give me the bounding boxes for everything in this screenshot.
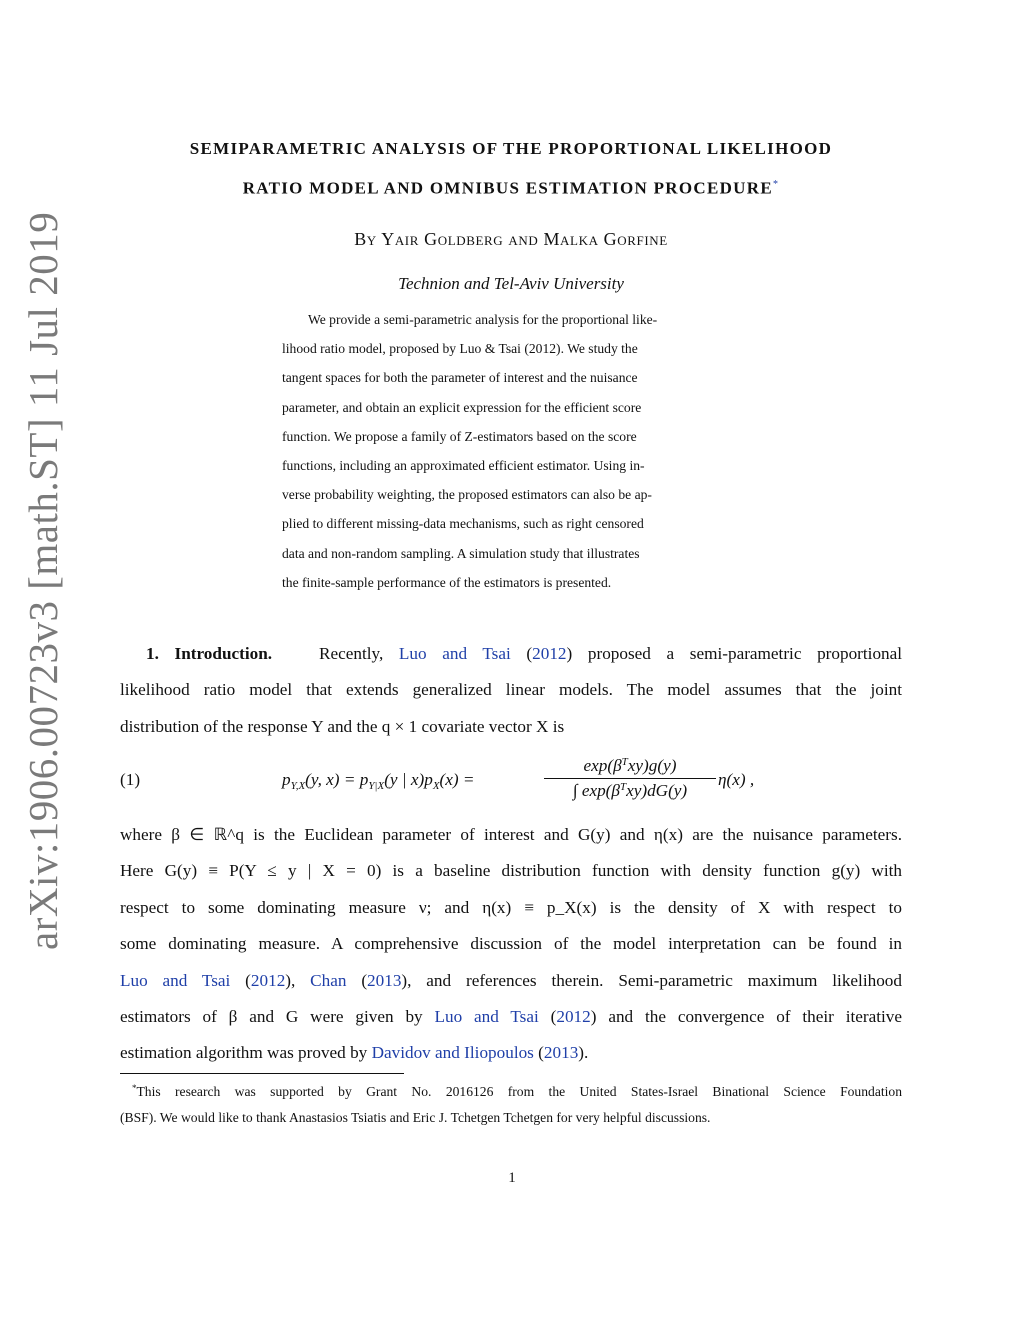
body-text: estimators of β and G were given by	[120, 1006, 423, 1026]
body-text: estimation algorithm was proved by	[120, 1043, 368, 1063]
body-line: Here G(y) ≡ P(Y ≤ y | X = 0) is a baseline distribution function with density function g(y) with	[120, 861, 902, 881]
eq-part: Y|X	[368, 780, 385, 792]
abstract-line: function. We propose a family of Z-estimators based on the score	[282, 428, 637, 444]
author-list: By Yair Goldberg and Malka Gorfine	[354, 229, 668, 249]
eq-part: X	[432, 780, 440, 792]
citation-year-link[interactable]: 2013	[543, 1043, 579, 1063]
eq-part: xy)dG(y)	[626, 781, 688, 800]
equation-lhs	[282, 770, 475, 792]
footnote	[120, 1074, 902, 1133]
citation-year-link[interactable]: 2012	[532, 644, 567, 663]
footnote-marker: *	[132, 1083, 137, 1093]
citation-year-link[interactable]: 2013	[367, 970, 402, 990]
citation-link[interactable]: Davidov and Iliopoulos	[371, 1043, 534, 1063]
citation-link[interactable]: Luo and Tsai	[120, 970, 231, 990]
citation-link[interactable]: Luo and Tsai	[434, 1006, 539, 1026]
title-footnote-marker[interactable]: *	[772, 179, 780, 190]
affiliation: Technion and Tel-Aviv University	[398, 274, 624, 293]
eq-part: T	[621, 756, 628, 768]
introduction-paragraph-2	[120, 817, 902, 1072]
equation-number: (1)	[120, 770, 141, 789]
fraction-numerator	[544, 756, 716, 779]
equation-1	[120, 752, 902, 814]
body-line: likelihood ratio model that extends generalized linear models. The model assumes that the joint	[120, 680, 902, 700]
abstract	[282, 305, 740, 597]
title-line-1: SEMIPARAMETRIC ANALYSIS OF THE PROPORTIONAL LIKELIHOOD	[189, 139, 833, 158]
equation-fraction	[544, 756, 716, 801]
abstract-line: plied to different missing-data mechanisms, such as right censored	[282, 516, 644, 532]
eq-part: xy)g(y)	[627, 756, 677, 775]
eq-part: (y, x) = p	[305, 770, 369, 789]
abstract-line: functions, including an approximated efficient estimator. Using in-	[282, 457, 645, 473]
body-line: estimators of β and G were given by Luo and Tsai (2012) and the convergence of their iterative	[120, 1006, 903, 1026]
abstract-line: verse probability weighting, the proposed estimators can also be ap-	[282, 487, 652, 503]
arxiv-identifier-stamp: arXiv:1906.00723v3 [math.ST] 11 Jul 2019	[20, 211, 66, 950]
abstract-line: the finite-sample performance of the estimators is presented.	[282, 574, 612, 590]
body-line: estimation algorithm was proved by Davidov and Iliopoulos (2013).	[120, 1043, 589, 1063]
body-line	[120, 636, 902, 672]
introduction-paragraph-1	[120, 636, 902, 745]
body-text: ), and references therein. Semi-parametric maximum likelihood	[401, 970, 902, 990]
body-text: and the convergence of their iterative	[608, 1006, 903, 1026]
footnote-line	[120, 1074, 902, 1103]
eq-part: exp(β	[583, 756, 622, 775]
body-line: where β ∈ ℝ^q is the Euclidean parameter of interest and G(y) and η(x) are the nuisance parameters.	[120, 825, 902, 844]
paper-title	[120, 131, 902, 207]
abstract-line: data and non-random sampling. A simulation study that illustrates	[282, 545, 640, 561]
section-heading: 1. Introduction.	[146, 644, 273, 663]
eq-part: ∫ exp(β	[572, 781, 620, 800]
page-number: 1	[508, 1170, 516, 1186]
eq-part: p	[282, 770, 291, 789]
eq-part: T	[619, 781, 627, 793]
body-text: )	[566, 644, 573, 663]
citation-link[interactable]: Chan	[310, 970, 347, 990]
body-line: respect to some dominating measure ν; and η(x) ≡ p_X(x) is the density of X with respect to	[120, 897, 902, 917]
fraction-denominator	[544, 779, 716, 801]
abstract-line: parameter, and obtain an explicit expression for the efficient score	[282, 399, 642, 415]
citation-link[interactable]: Luo and Tsai	[398, 644, 511, 663]
abstract-line: tangent spaces for both the parameter of interest and the nuisance	[282, 370, 638, 386]
abstract-line: We provide a semi-parametric analysis for the proportional like-	[308, 312, 658, 327]
body-line: distribution of the response Y and the q × 1 covariate vector X is	[120, 716, 565, 736]
citation-year-link[interactable]: 2012	[556, 1006, 591, 1026]
abstract-line: lihood ratio model, proposed by Luo & Tsai (2012). We study the	[282, 341, 638, 357]
body-line: Luo and Tsai (2012), Chan (2013), and references therein. Semi-parametric maximum likelihood	[120, 970, 902, 990]
eq-part: Y,X	[290, 780, 306, 792]
eq-part: (x) =	[439, 770, 475, 789]
footnote-line: (BSF). We would like to thank Anastasios Tsiatis and Eric J. Tchetgen Tchetgen for very helpful discussions.	[120, 1110, 711, 1126]
title-line-2: RATIO MODEL AND OMNIBUS ESTIMATION PROCEDURE	[242, 178, 773, 198]
equation-tail: η(x) ,	[718, 770, 755, 789]
body-text: (	[526, 644, 533, 663]
footnote-text: This research was supported by Grant No. 2016126 from the United States-Israel Binational Science Foundation	[136, 1084, 902, 1099]
body-text: Recently,	[319, 644, 384, 663]
body-line: some dominating measure. A comprehensive discussion of the model interpretation can be found in	[120, 934, 902, 954]
citation-year-link[interactable]: 2012	[250, 970, 286, 990]
eq-part: (y | x)p	[384, 770, 433, 789]
body-text: proposed a semi-parametric proportional	[587, 644, 903, 663]
